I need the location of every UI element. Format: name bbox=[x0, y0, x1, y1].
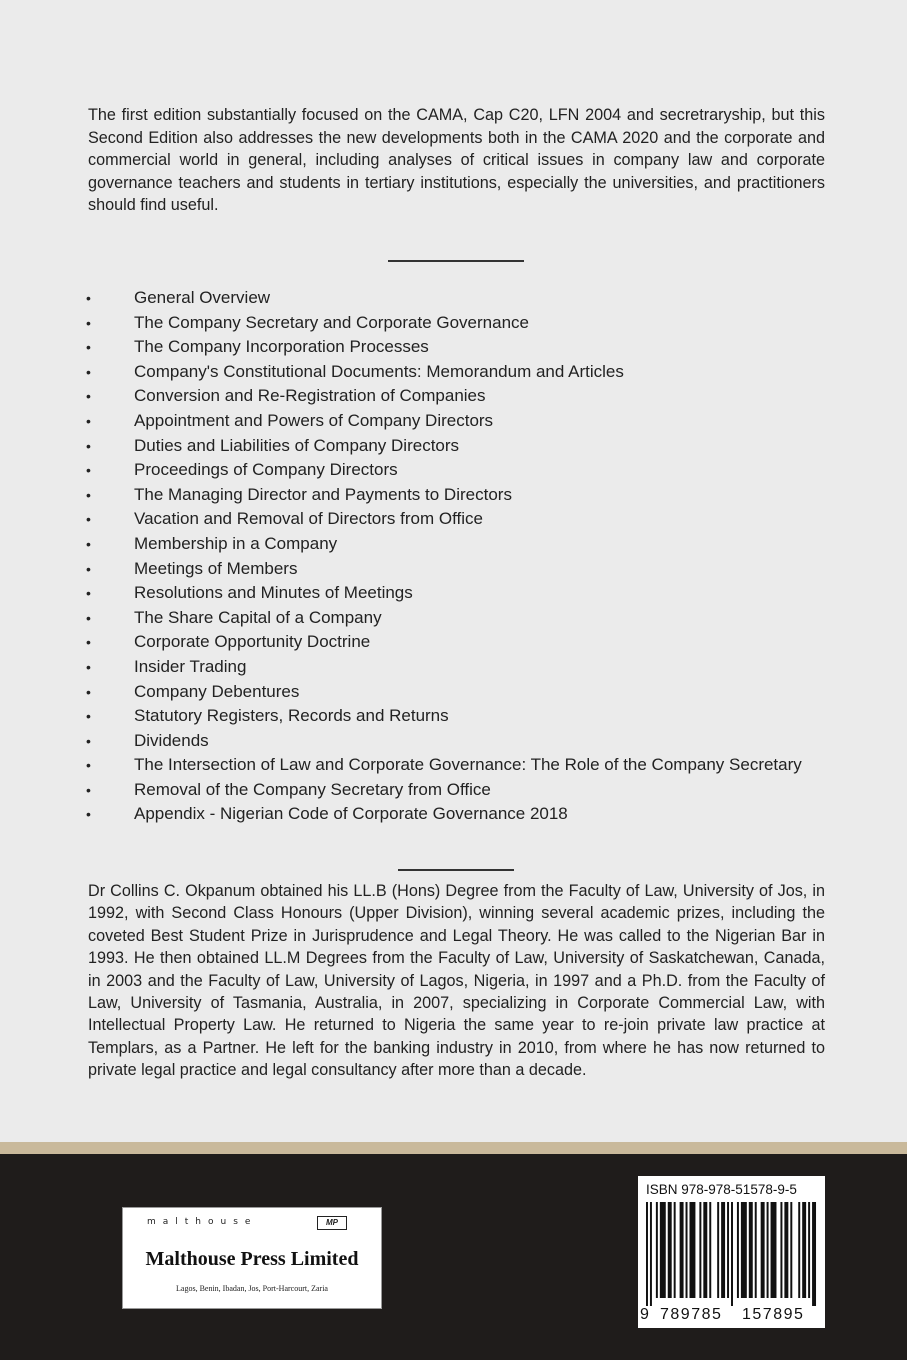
list-item-label: Company's Constitutional Documents: Memorandum and Articles bbox=[134, 361, 624, 381]
list-item bbox=[86, 483, 806, 508]
barcode-bar bbox=[731, 1202, 733, 1306]
list-item-label: The Company Secretary and Corporate Governance bbox=[134, 312, 529, 332]
barcode-bar bbox=[812, 1202, 816, 1306]
barcode-bar bbox=[717, 1202, 719, 1298]
barcode-bar bbox=[721, 1202, 725, 1298]
list-item-label: The Company Incorporation Processes bbox=[134, 337, 429, 357]
barcode-bar bbox=[798, 1202, 800, 1298]
publisher-cities: Lagos, Benin, Ibadan, Jos, Port-Harcourt, Zaria bbox=[176, 1284, 328, 1293]
bullet-icon: • bbox=[86, 486, 91, 503]
barcode-bar bbox=[784, 1202, 788, 1298]
barcode-digits-right: 157895 bbox=[742, 1306, 805, 1323]
barcode-bar bbox=[689, 1202, 695, 1298]
barcode-bar bbox=[646, 1202, 648, 1306]
list-item-label: Conversion and Re-Registration of Companies bbox=[134, 386, 486, 406]
barcode-bar bbox=[680, 1202, 684, 1298]
barcode-bar bbox=[790, 1202, 792, 1298]
list-item-label: Membership in a Company bbox=[134, 533, 338, 553]
list-item bbox=[86, 335, 806, 360]
barcode-bar bbox=[771, 1202, 777, 1298]
barcode-bar bbox=[656, 1202, 658, 1298]
publisher-logo bbox=[122, 1207, 382, 1309]
barcode-bar bbox=[674, 1202, 676, 1298]
bullet-icon: • bbox=[86, 732, 91, 749]
list-item bbox=[86, 753, 806, 778]
bullet-icon: • bbox=[86, 708, 91, 725]
list-item-label: Appointment and Powers of Company Directors bbox=[134, 410, 494, 430]
barcode-bar bbox=[737, 1202, 739, 1298]
bullet-icon: • bbox=[86, 314, 91, 331]
bullet-icon: • bbox=[86, 363, 91, 380]
list-item bbox=[86, 458, 806, 483]
bullet-icon: • bbox=[86, 781, 91, 798]
bullet-icon: • bbox=[86, 585, 91, 602]
contents-list bbox=[86, 286, 806, 827]
list-item bbox=[86, 704, 806, 729]
list-item-label: Insider Trading bbox=[134, 656, 247, 676]
barcode-digit-first: 9 bbox=[640, 1306, 649, 1323]
list-item-label: Resolutions and Minutes of Meetings bbox=[134, 583, 413, 603]
list-item-label: Statutory Registers, Records and Returns bbox=[134, 706, 449, 726]
barcode-bar bbox=[699, 1202, 701, 1298]
bullet-icon: • bbox=[86, 290, 91, 306]
barcode-bar bbox=[808, 1202, 810, 1298]
barcode-bar bbox=[668, 1202, 672, 1298]
barcode-bar bbox=[767, 1202, 769, 1298]
list-item bbox=[86, 360, 806, 385]
list-item bbox=[86, 630, 806, 655]
list-item bbox=[86, 655, 806, 680]
list-item bbox=[86, 606, 806, 631]
bullet-icon: • bbox=[86, 412, 91, 429]
list-item-label: Corporate Opportunity Doctrine bbox=[134, 632, 371, 652]
list-item-label: Company Debentures bbox=[134, 681, 300, 701]
list-item bbox=[86, 802, 806, 827]
isbn-label: ISBN 978-978-51578-9-5 bbox=[646, 1182, 797, 1197]
barcode-bar bbox=[703, 1202, 707, 1298]
author-bio: Dr Collins C. Okpanum obtained his LL.B (Hons) Degree from the Faculty of Law, University of Jos, in 1992, with Second Class Honours (Upper Division), winning several academic prizes, including the coveted Best Student Prize in Jurisprudence and Legal Theory. He was called to the Nigerian Bar in 1993. He then obtained LL.M Degrees from the Faculty of Law, University of Saskatchewan, Canada, in 2003 and the Faculty of Law, University of Lagos, Nigeria, in 1997 and a Ph.D. from the Faculty of Law, University of Tasmania, Australia, in 2007, specializing in Corporate Commercial Law, with Intellectual Property Law. He returned to Nigeria the same year to re-join private law practice at Templars, as a Partner. He left for the banking industry in 2010, from where he has now returned to private legal practice and legal consultancy after more than a decade. bbox=[88, 882, 825, 1080]
bullet-icon: • bbox=[86, 560, 91, 577]
barcode-bar bbox=[755, 1202, 757, 1298]
bullet-icon: • bbox=[86, 634, 91, 651]
list-item-label: The Share Capital of a Company bbox=[134, 607, 382, 627]
list-item bbox=[86, 778, 806, 803]
list-item-label: The Managing Director and Payments to Directors bbox=[134, 484, 512, 504]
list-item bbox=[86, 557, 806, 582]
barcode-bar bbox=[709, 1202, 711, 1298]
barcode-bar bbox=[727, 1202, 729, 1298]
barcode-digits-left: 789785 bbox=[660, 1306, 723, 1323]
bullet-icon: • bbox=[86, 683, 91, 700]
list-item bbox=[86, 581, 806, 606]
barcode-bar bbox=[761, 1202, 765, 1298]
list-item-label: Dividends bbox=[134, 730, 209, 750]
barcode-bar bbox=[749, 1202, 753, 1298]
list-item-label: Vacation and Removal of Directors from Office bbox=[134, 509, 483, 529]
bullet-icon: • bbox=[86, 511, 91, 528]
list-item-label: Proceedings of Company Directors bbox=[134, 460, 398, 480]
barcode-bar bbox=[650, 1202, 652, 1306]
bullet-icon: • bbox=[86, 462, 91, 479]
publisher-name: Malthouse Press Limited bbox=[145, 1248, 359, 1270]
list-item bbox=[86, 507, 806, 532]
list-item-label: Meetings of Members bbox=[134, 558, 298, 578]
bullet-icon: • bbox=[86, 437, 91, 454]
list-item bbox=[86, 384, 806, 409]
barcode-icon bbox=[646, 1202, 818, 1306]
bullet-icon: • bbox=[86, 658, 91, 675]
list-item-label: The Intersection of Law and Corporate Governance: The Role of the Company Secretary bbox=[134, 755, 802, 775]
bullet-icon: • bbox=[86, 609, 91, 626]
list-item bbox=[86, 729, 806, 754]
barcode-bar bbox=[741, 1202, 747, 1298]
bullet-icon: • bbox=[86, 757, 91, 774]
bullet-icon: • bbox=[86, 388, 91, 405]
list-item-label: Appendix - Nigerian Code of Corporate Governance 2018 bbox=[134, 804, 568, 824]
barcode-panel bbox=[638, 1176, 825, 1328]
intro-paragraph: The first edition substantially focused on the CAMA, Cap C20, LFN 2004 and secretraryship, but this Second Edition also addresses the new developments both in the CAMA 2020 and the corporate and commercial world in general, including analyses of critical issues in company law and corporate governance teachers and students in tertiary institutions, especially the universities, and practitioners should find useful. bbox=[88, 106, 825, 215]
barcode-bar bbox=[780, 1202, 782, 1298]
divider-top bbox=[388, 260, 524, 262]
list-item-label: Removal of the Company Secretary from Office bbox=[134, 779, 491, 799]
list-item-label: General Overview bbox=[134, 288, 271, 307]
publisher-mark-icon: MP bbox=[317, 1216, 347, 1230]
list-item-label: Duties and Liabilities of Company Directors bbox=[134, 435, 460, 455]
bullet-icon: • bbox=[86, 535, 91, 552]
barcode-bar bbox=[660, 1202, 666, 1298]
list-item bbox=[86, 532, 806, 557]
barcode-bar bbox=[686, 1202, 688, 1298]
barcode-bar bbox=[802, 1202, 806, 1298]
publisher-wordmark: malthouse bbox=[147, 1217, 258, 1227]
list-item bbox=[86, 286, 806, 311]
list-item bbox=[86, 680, 806, 705]
bullet-icon: • bbox=[86, 806, 91, 823]
list-item bbox=[86, 434, 806, 459]
divider-bottom bbox=[398, 869, 514, 871]
gold-band bbox=[0, 1142, 907, 1154]
bullet-icon: • bbox=[86, 339, 91, 356]
list-item bbox=[86, 409, 806, 434]
list-item bbox=[86, 311, 806, 336]
